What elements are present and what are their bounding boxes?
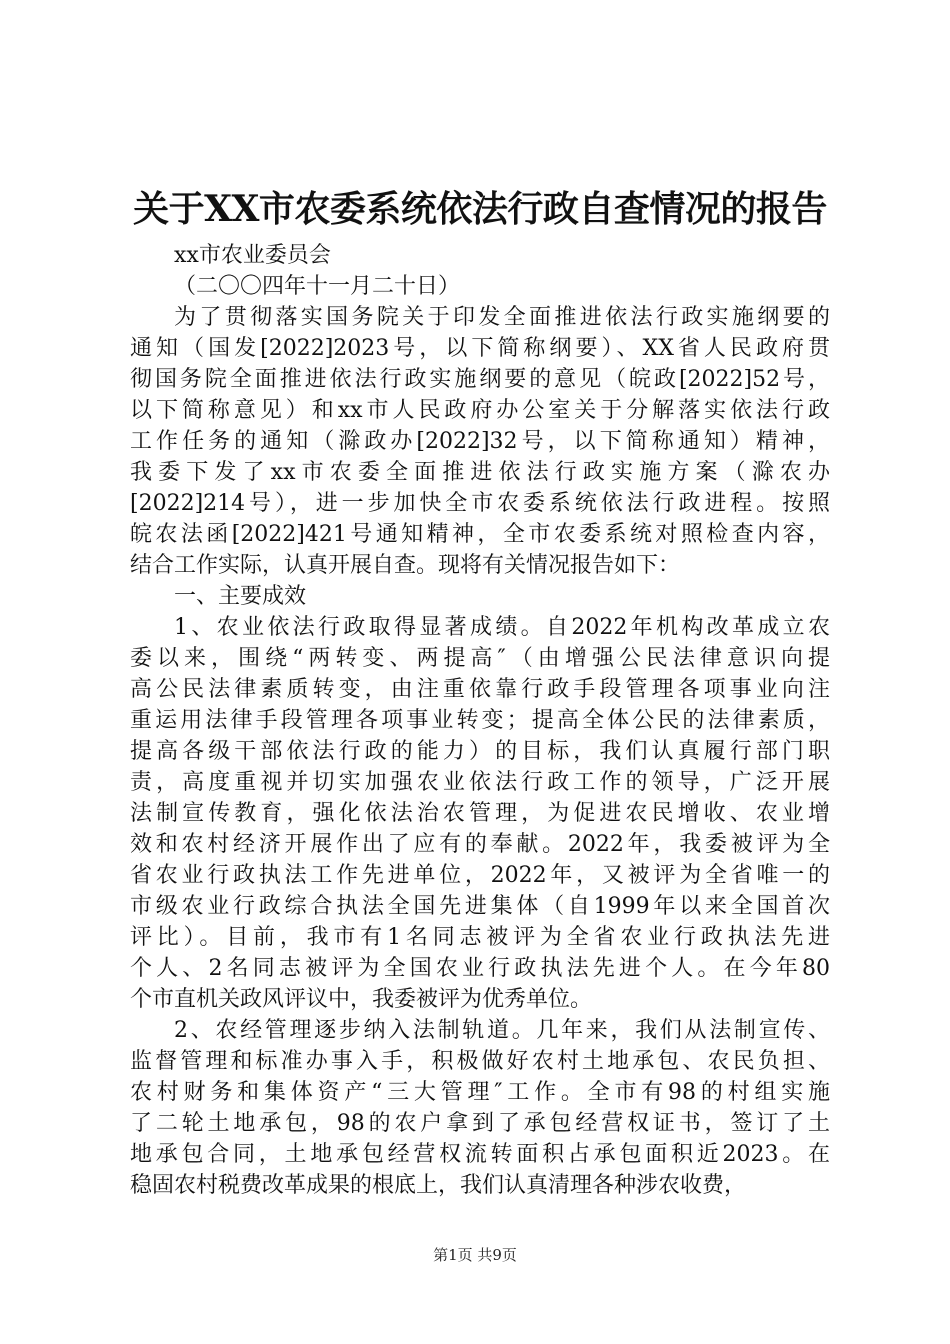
- text-line: 结合工作实际，认真开展自查。现将有关情况报告如下：: [130, 553, 681, 578]
- text-line: 省农业行政执法工作先进单位，2022年，又被评为全省唯一的: [130, 863, 830, 888]
- text-line: 重运用法律手段管理各项事业转变；提高全体公民的法律素质，: [130, 708, 830, 733]
- text-line: 为了贯彻落实国务院关于印发全面推进依法行政实施纲要的: [174, 305, 830, 330]
- paragraph-achievement-1: [130, 612, 830, 1015]
- text-line: 2、农经管理逐步纳入法制轨道。几年来，我们从法制宣传、: [174, 1018, 830, 1043]
- paragraph-intro: [130, 302, 830, 581]
- text-line: 法制宣传教育，强化依法治农管理，为促进农民增收、农业增: [130, 801, 830, 826]
- text-line: 一、主要成效: [174, 584, 307, 609]
- text-line: 评比）。目前，我市有1名同志被评为全省农业行政执法先进: [130, 925, 830, 950]
- text-line: 提高各级干部依法行政的能力）的目标，我们认真履行部门职: [130, 739, 830, 764]
- text-line: 个市直机关政风评议中，我委被评为优秀单位。: [130, 987, 593, 1012]
- text-line: 我委下发了xx市农委全面推进依法行政实施方案（滁农办: [130, 460, 830, 485]
- text-line: [2022]214号），进一步加快全市农委系统依法行政进程。按照: [130, 491, 830, 516]
- text-line: 责，高度重视并切实加强农业依法行政工作的领导，广泛开展: [130, 770, 830, 795]
- text-line: 委以来，围绕“两转变、两提高″（由增强公民法律意识向提: [130, 646, 830, 671]
- text-line: 以下简称意见）和xx市人民政府办公室关于分解落实依法行政: [130, 398, 830, 423]
- text-line: 个人、2名同志被评为全国农业行政执法先进个人。在今年80: [130, 956, 830, 981]
- text-line: 通知（国发[2022]2023号，以下简称纲要）、XX省人民政府贯: [130, 336, 830, 361]
- text-line: 皖农法函[2022]421号通知精神，全市农委系统对照检查内容，: [130, 522, 830, 547]
- text-line: 了二轮土地承包，98的农户拿到了承包经营权证书，签订了土: [130, 1111, 830, 1136]
- date-line: （二〇〇四年十一月二十日）: [174, 274, 461, 299]
- text-line: 工作任务的通知（滁政办[2022]32号，以下简称通知）精神，: [130, 429, 830, 454]
- document-title: 关于XX市农委系统依法行政自查情况的报告: [133, 188, 827, 230]
- paragraph-achievement-2: [130, 1015, 830, 1201]
- paragraph-container: [130, 302, 830, 1201]
- text-line: 1、农业依法行政取得显著成绩。自2022年机构改革成立农: [174, 615, 830, 640]
- text-line: 农村财务和集体资产“三大管理″工作。全市有98的村组实施: [130, 1080, 830, 1105]
- text-line: 市级农业行政综合执法全国先进集体（自1999年以来全国首次: [130, 894, 830, 919]
- text-line: 高公民法律素质转变，由注重依靠行政手段管理各项事业向注: [130, 677, 830, 702]
- page-number: 第1页 共9页: [433, 1246, 517, 1264]
- paragraph-heading-1: [130, 581, 830, 612]
- author-line: xx市农业委员会: [174, 243, 331, 268]
- text-line: 稳固农村税费改革成果的根底上，我们认真清理各种涉农收费，: [130, 1173, 747, 1198]
- text-line: 地承包合同，土地承包经营权流转面积占承包面积近2023。在: [130, 1142, 830, 1167]
- document-body: [130, 240, 830, 1201]
- text-line: 效和农村经济开展作出了应有的奉献。2022年，我委被评为全: [130, 832, 830, 857]
- text-line: 彻国务院全面推进依法行政实施纲要的意见（皖政[2022]52号，: [130, 367, 830, 392]
- text-line: 监督管理和标准办事入手，积极做好农村土地承包、农民负担、: [130, 1049, 830, 1074]
